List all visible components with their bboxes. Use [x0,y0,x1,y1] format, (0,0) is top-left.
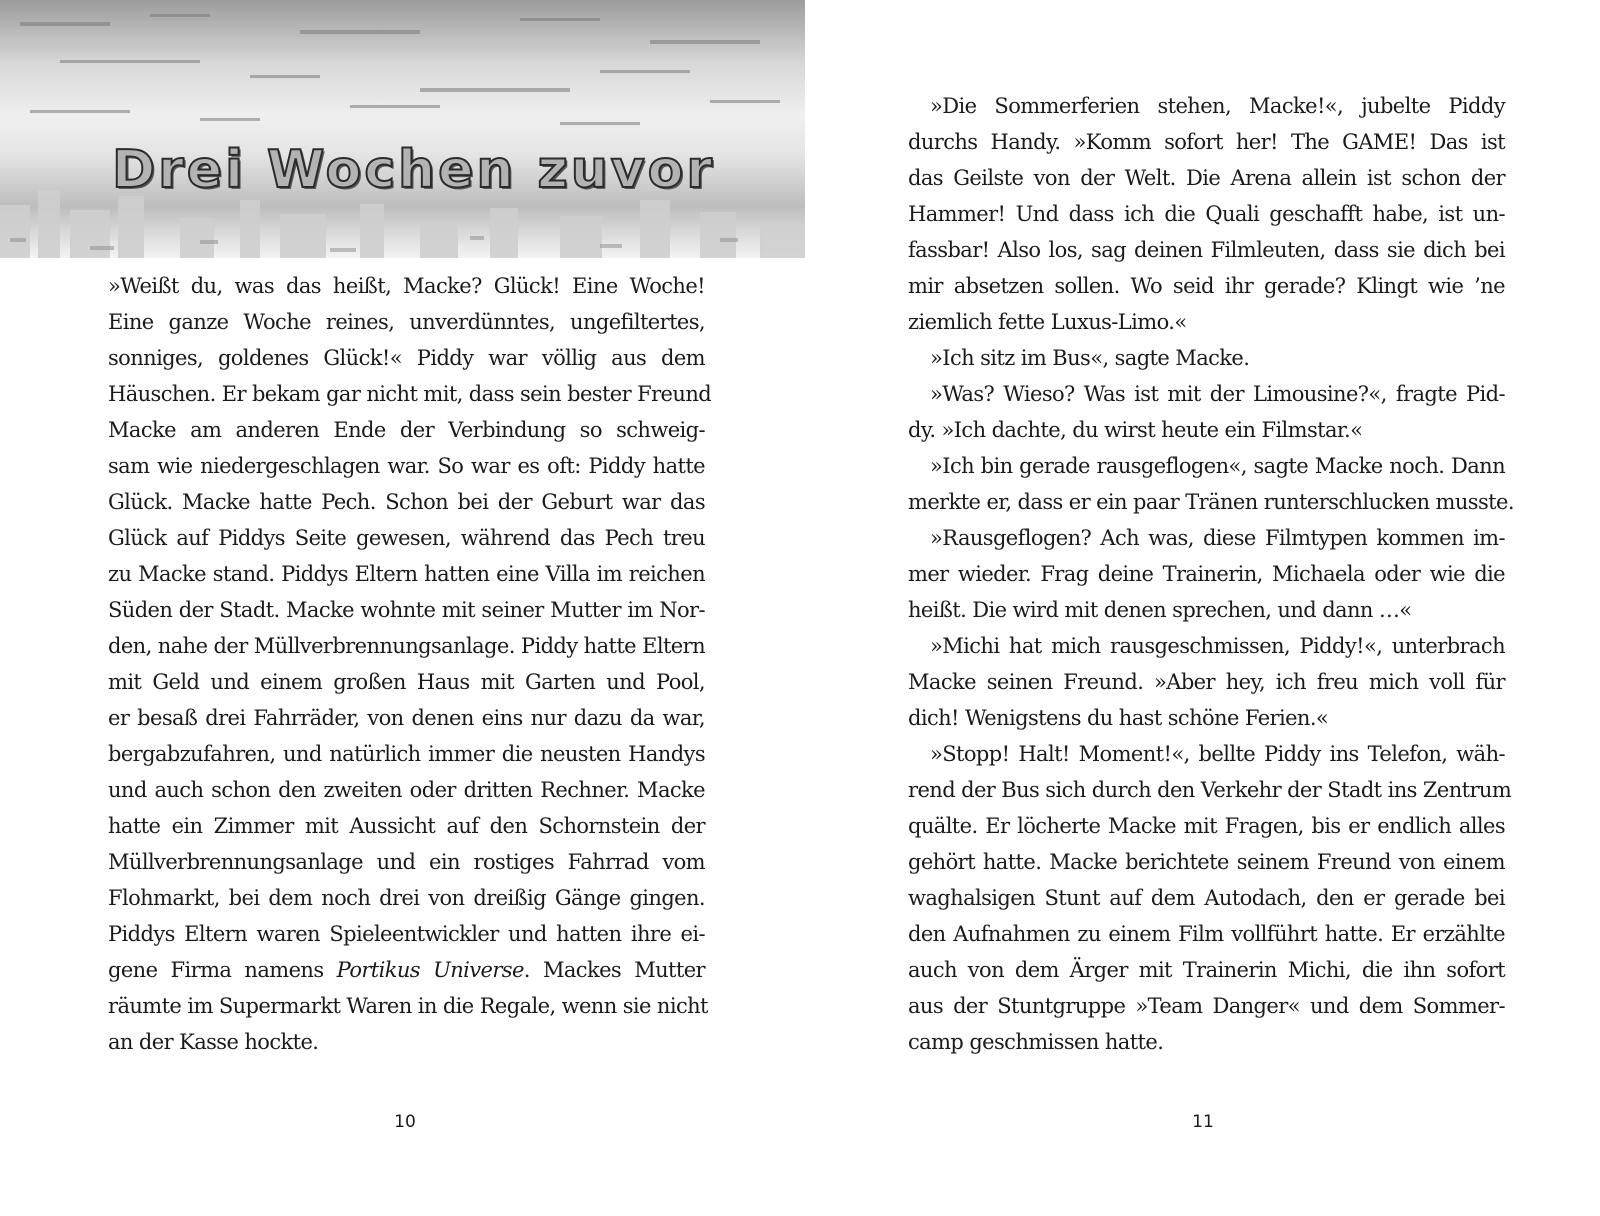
text-line: das Geilste von der Welt. Die Arena allein ist schon der [908,166,1505,190]
right-page [805,0,1600,1216]
text-line: den, nahe der Müllverbrennungsanlage. Piddy hatte Eltern [108,634,705,658]
right-body-text [908,88,1514,1060]
text-line: heißt. Die wird mit denen sprechen, und dann …« [908,598,1412,622]
left-body-text [108,268,712,1060]
text-line: sonniges, goldenes Glück!« Piddy war völlig aus dem [108,346,705,370]
text-line: »Ich sitz im Bus«, sagte Macke. [930,346,1250,370]
text-line: gehört hatte. Macke berichtete seinem Freund von einem [908,850,1505,874]
text-line: »Michi hat mich rausgeschmissen, Piddy!«, unterbrach [930,634,1505,658]
text-line: durchs Handy. »Komm sofort her! The GAME! Das ist [908,130,1505,154]
text-line [108,952,705,988]
skyline-texture-graphic [0,0,805,258]
text-line: Glück auf Piddys Seite gewesen, während das Pech treu [108,526,705,550]
text-line: aus der Stuntgruppe »Team Danger« und dem Sommer- [908,994,1505,1018]
page-number: 10 [394,1112,416,1132]
text-line: rend der Bus sich durch den Verkehr der Stadt ins Zentrum [908,778,1512,802]
text-line: »Ich bin gerade rausgeflogen«, sagte Macke noch. Dann [930,454,1505,478]
text-line: fassbar! Also los, sag deinen Filmleuten, dass sie dich bei [908,238,1505,262]
text-line: dich! Wenigstens du hast schöne Ferien.« [908,706,1329,730]
text-line: mit Geld und einem großen Haus mit Garten und Pool, [108,670,705,694]
text-line: Macke seinen Freund. »Aber hey, ich freu mich voll für [908,670,1505,694]
text-line: den Aufnahmen zu einem Film vollführt hatte. Er erzählte [908,922,1505,946]
text-line: und auch schon den zweiten oder dritten Rechner. Macke [108,778,705,802]
text-line-end: . Mackes Mutter [523,958,705,982]
text-line: an der Kasse hockte. [108,1030,319,1054]
text-line: Müllverbrennungsanlage und ein rostiges Fahrrad vom [108,850,705,874]
text-line: mir absetzen sollen. Wo seid ihr gerade? Klingt wie ’ne [908,274,1505,298]
text-line: hatte ein Zimmer mit Aussicht auf den Schornstein der [108,814,705,838]
company-name-italic: Portikus Universe [336,958,524,982]
text-line: »Weißt du, was das heißt, Macke? Glück! Eine Woche! [108,274,705,298]
text-line: Hammer! Und dass ich die Quali geschafft habe, ist un- [908,202,1505,226]
text-line: »Was? Wieso? Was ist mit der Limousine?«, fragte Pid- [930,382,1505,406]
text-line: Glück. Macke hatte Pech. Schon bei der Geburt war das [108,490,705,514]
text-line: waghalsigen Stunt auf dem Autodach, den er gerade bei [908,886,1505,910]
chapter-title: Drei Wochen zuvor [112,140,716,200]
text-line: sam wie niedergeschlagen war. So war es oft: Piddy hatte [108,454,705,478]
text-line: dy. »Ich dachte, du wirst heute ein Filmstar.« [908,418,1363,442]
text-line: Flohmarkt, bei dem noch drei von dreißig Gänge gingen. [108,886,705,910]
text-line: bergabzufahren, und natürlich immer die neusten Handys [108,742,705,766]
text-line: räumte im Supermarkt Waren in die Regale, wenn sie nicht [108,994,708,1018]
text-line: merkte er, dass er ein paar Tränen runterschlucken musste. [908,490,1514,514]
text-line: »Die Sommerferien stehen, Macke!«, jubelte Piddy [930,94,1505,118]
text-line: mer wieder. Frag deine Trainerin, Michaela oder wie die [908,562,1505,586]
text-line: zu Macke stand. Piddys Eltern hatten eine Villa im reichen [108,562,705,586]
text-line: er besaß drei Fahrräder, von denen eins nur dazu da war, [108,706,705,730]
text-line-start: gene Firma namens [108,958,337,982]
text-line: Piddys Eltern waren Spieleentwickler und hatten ihre ei- [108,922,705,946]
chapter-header-banner [0,0,805,258]
text-line: quälte. Er löcherte Macke mit Fragen, bis er endlich alles [908,814,1505,838]
text-line: Häuschen. Er bekam gar nicht mit, dass sein bester Freund [108,382,712,406]
text-line: »Rausgeflogen? Ach was, diese Filmtypen kommen im- [930,526,1505,550]
text-line: camp geschmissen hatte. [908,1030,1164,1054]
text-line: Eine ganze Woche reines, unverdünntes, ungefiltertes, [108,310,705,334]
text-line: ziemlich fette Luxus-Limo.« [908,310,1187,334]
text-line: Süden der Stadt. Macke wohnte mit seiner Mutter im Nor- [108,598,705,622]
text-line: auch von dem Ärger mit Trainerin Michi, die ihn sofort [908,958,1505,982]
text-line: »Stopp! Halt! Moment!«, bellte Piddy ins Telefon, wäh- [930,742,1505,766]
page-number: 11 [1192,1112,1214,1132]
text-line: Macke am anderen Ende der Verbindung so schweig- [108,418,705,442]
